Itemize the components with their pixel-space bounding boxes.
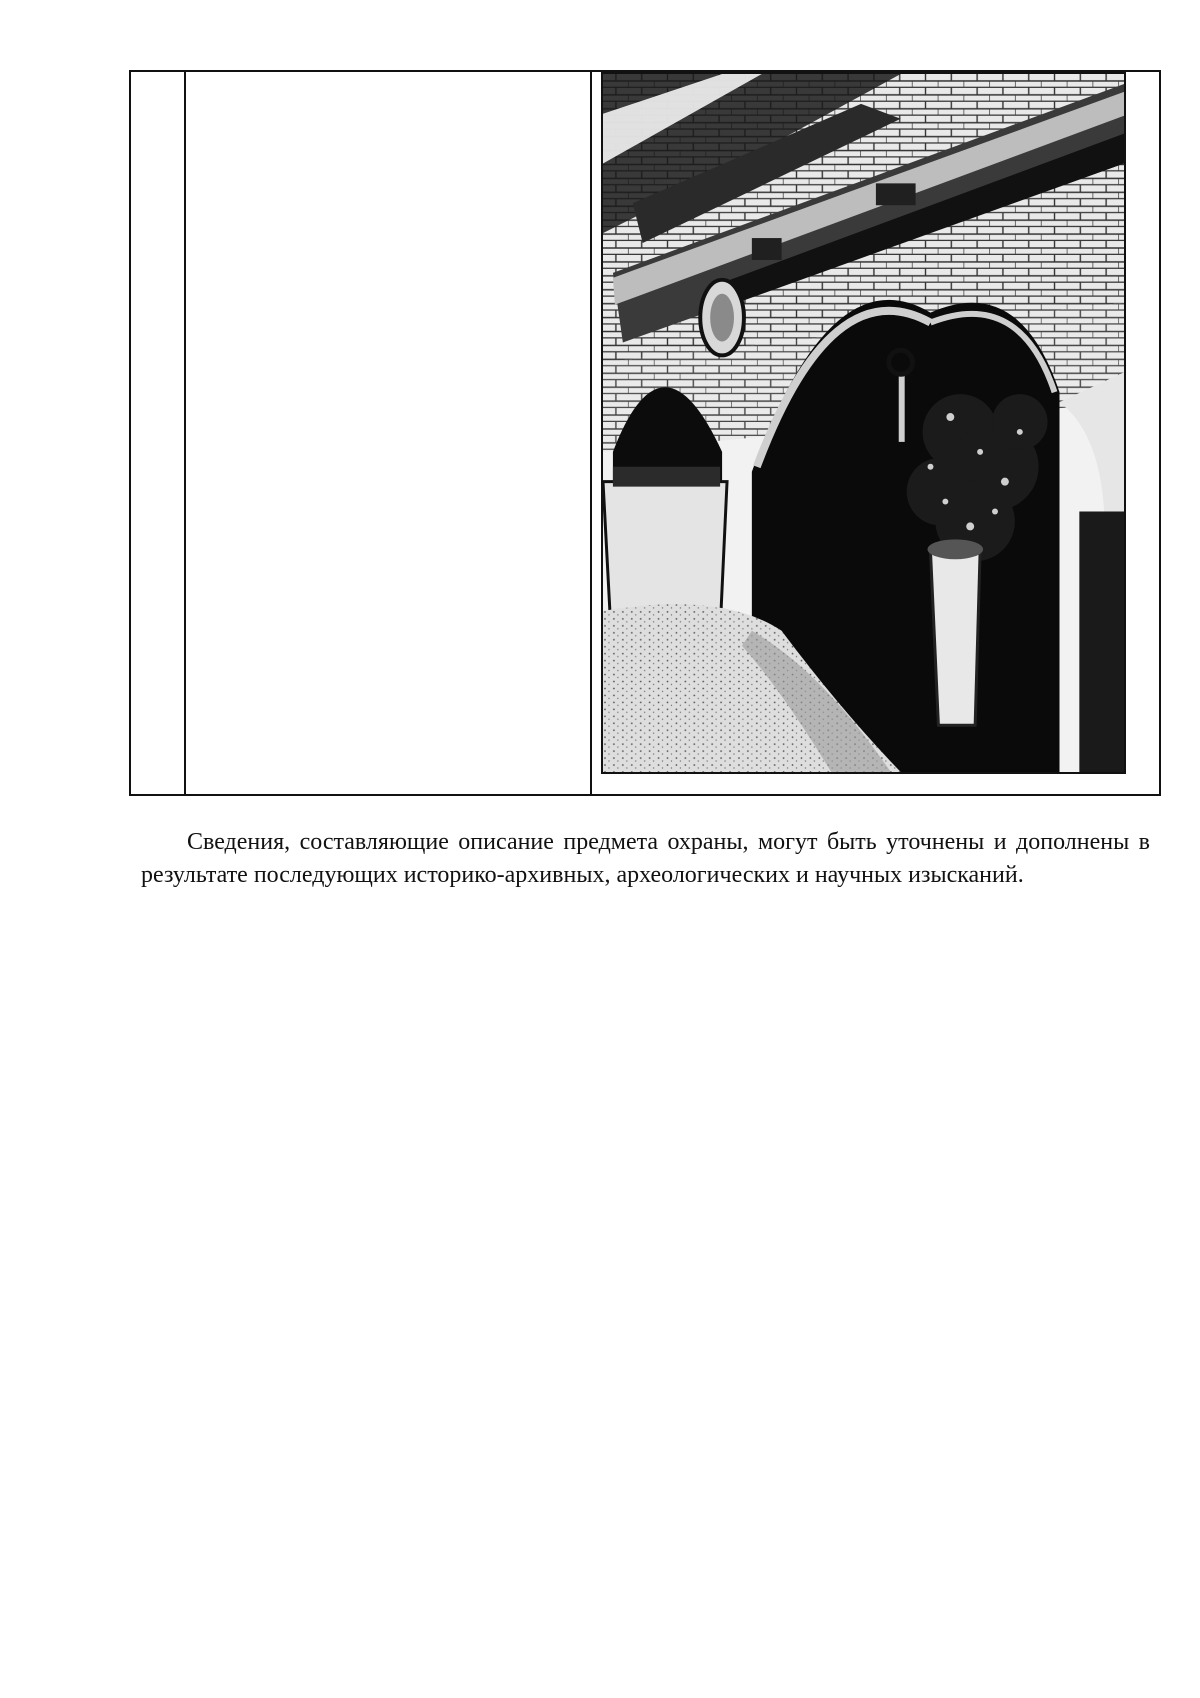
table-cell-description — [186, 72, 592, 794]
table-cell-number — [131, 72, 184, 794]
interior-photo-image — [603, 74, 1124, 772]
interior-photo — [601, 72, 1126, 774]
document-paragraph: Сведения, составляющие описание предмета охраны, могут быть уточнены и дополнены в результате последующих историко-архивных, археологических и научных изысканий. — [141, 829, 1150, 888]
